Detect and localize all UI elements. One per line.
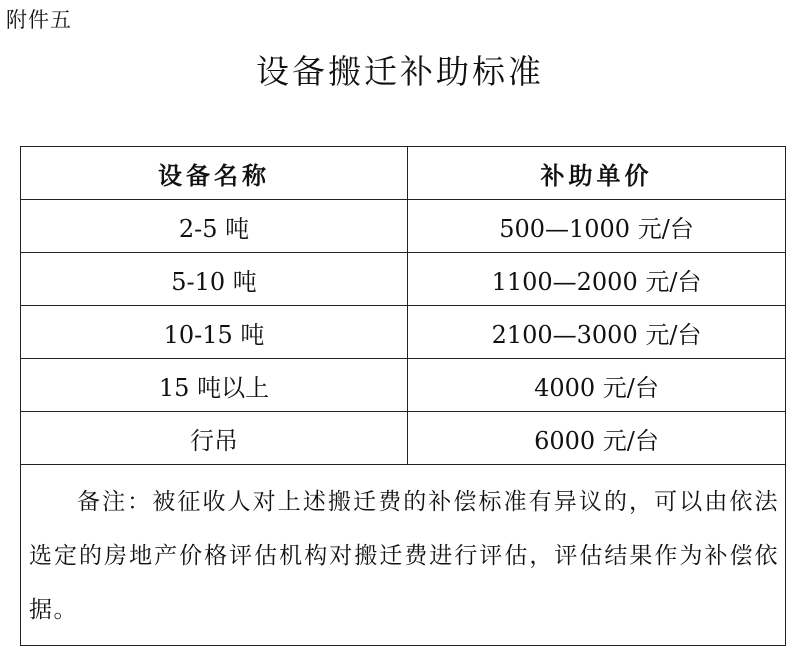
subsidy-cell: 6000 元/台: [408, 412, 786, 465]
table-row: [21, 412, 786, 465]
subsidy-table: [20, 146, 786, 646]
header-unit-subsidy: 补助单价: [408, 147, 786, 200]
subsidy-cell: 2100—3000 元/台: [408, 306, 786, 359]
equipment-cell: 15 吨以上: [21, 359, 408, 412]
header-equipment-name: 设备名称: [21, 147, 408, 200]
table-row: [21, 200, 786, 253]
table-row: [21, 306, 786, 359]
equipment-cell: 10-15 吨: [21, 306, 408, 359]
table-row: [21, 359, 786, 412]
document-title: 设备搬迁补助标准: [256, 52, 544, 91]
attachment-label: 附件五: [6, 8, 72, 32]
note-text: 备注：被征收人对上述搬迁费的补偿标准有异议的，可以由依法选定的房地产价格评估机构对搬迁费进行评估，评估结果作为补偿依据。: [29, 489, 779, 623]
equipment-cell: 2-5 吨: [21, 200, 408, 253]
table-row: [21, 253, 786, 306]
equipment-cell: 5-10 吨: [21, 253, 408, 306]
note-row: [21, 465, 786, 646]
subsidy-cell: 4000 元/台: [408, 359, 786, 412]
subsidy-cell: 500—1000 元/台: [408, 200, 786, 253]
note-cell: [21, 465, 786, 646]
table-header-row: [21, 147, 786, 200]
equipment-cell: 行吊: [21, 412, 408, 465]
subsidy-cell: 1100—2000 元/台: [408, 253, 786, 306]
